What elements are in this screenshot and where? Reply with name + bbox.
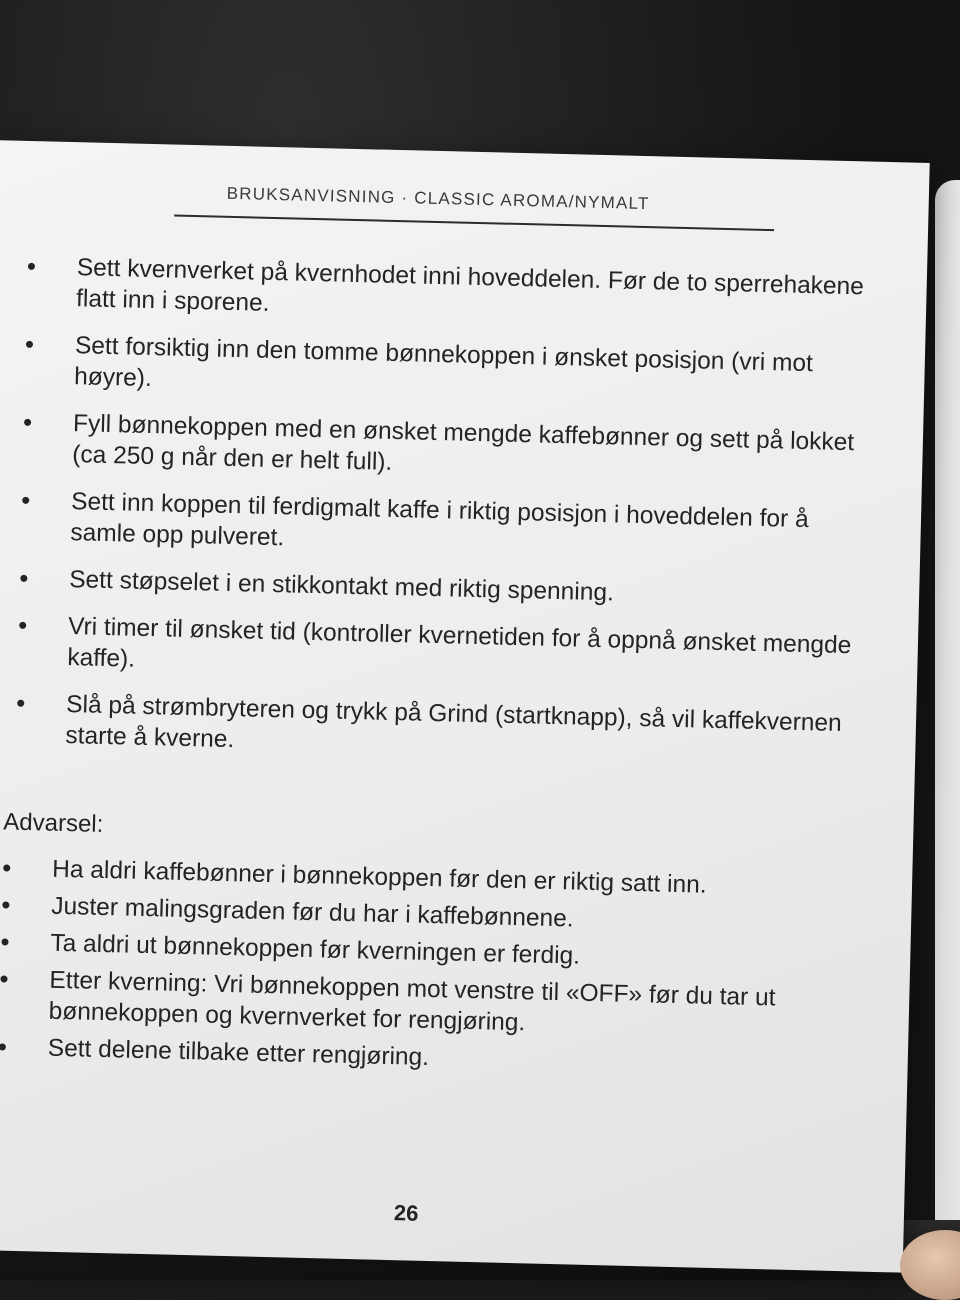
instruction-list — [15, 251, 867, 786]
warning-list — [0, 853, 882, 1090]
instruction-item: • Sett inn koppen til ferdigmalt kaffe i riktig posisjon i hoveddelen for å samle opp pulveret. — [20, 485, 861, 568]
warning-item: • Ha aldri kaffebønner i bønnekoppen før den er riktig satt inn. — [2, 853, 882, 905]
instruction-item: • Fyll bønnekoppen med en ønsket mengde kaffebønner og sett på lokket (ca 250 g når den er helt full). — [22, 407, 863, 490]
warning-item: • Etter kverning: Vri bønnekoppen mot venstre til «OFF» før du tar ut bønnekoppen og kvernverket for rengjøring. — [0, 963, 880, 1046]
adjacent-page-edge — [935, 180, 960, 1220]
manual-page — [0, 140, 930, 1273]
instruction-item: • Sett forsiktig inn den tomme bønnekoppen i ønsket posisjon (vri mot høyre). — [24, 329, 865, 412]
warning-item: • Ta aldri ut bønnekoppen før kverningen er ferdig. — [0, 926, 880, 978]
header-rule — [174, 215, 774, 232]
instruction-item: • Vri timer til ønsket tid (kontroller kvernetiden for å oppnå ønsket mengde kaffe). — [17, 610, 858, 693]
warning-item: • Juster malingsgraden før du har i kaffebønnene. — [1, 890, 881, 942]
instruction-item: • Sett støpselet i en stikkontakt med riktig spenning. — [19, 563, 860, 615]
instruction-item: • Sett kvernverket på kvernhodet inni hoveddelen. Før de to sperrehakene flatt inn i sporene. — [26, 251, 867, 334]
instruction-item: • Slå på strømbryteren og trykk på Grind (startknapp), så vil kaffekvernen starte å kverne. — [15, 688, 856, 771]
warning-heading: Advarsel: — [3, 808, 104, 838]
page-header: BRUKSANVISNING · CLASSIC AROMA/NYMALT — [226, 183, 650, 214]
page-number: 26 — [393, 1200, 419, 1226]
warning-item: • Sett delene tilbake etter rengjøring. — [0, 1031, 878, 1083]
